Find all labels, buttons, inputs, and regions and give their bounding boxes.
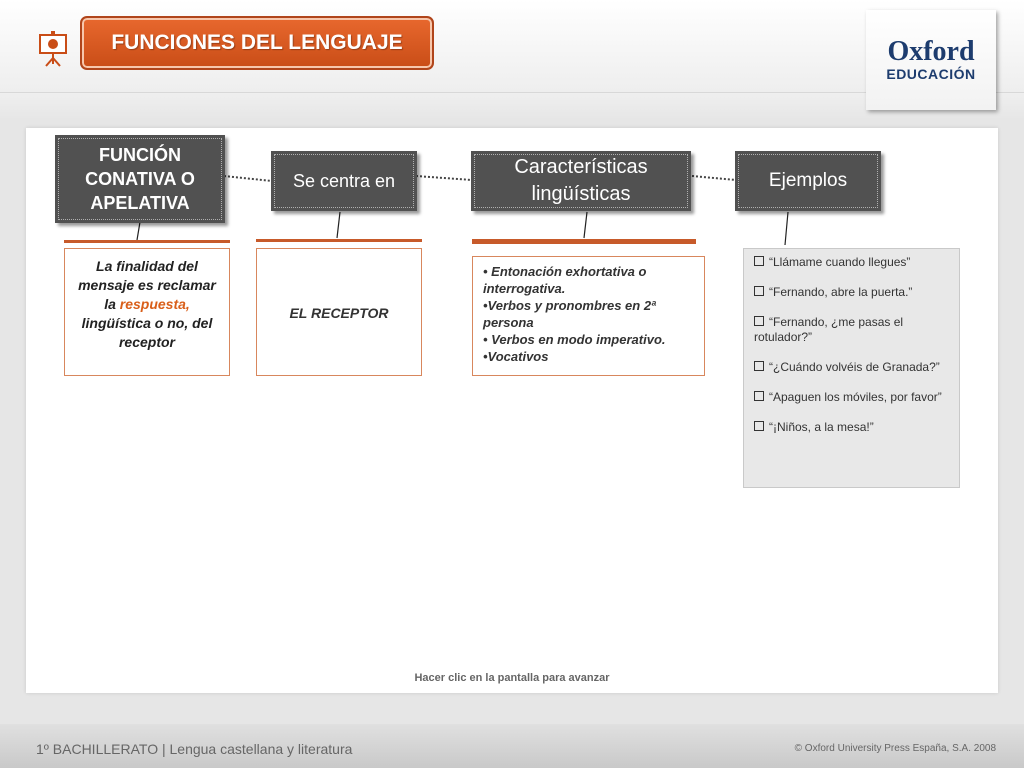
checkbox-icon [754,316,764,326]
definition-part2: lingüística o no, del receptor [81,315,213,350]
footer-course: 1º BACHILLERATO | Lengua castellana y literatura [36,741,353,757]
checkbox-icon [754,286,764,296]
projector-icon [38,30,68,68]
example-text: “Fernando, abre la puerta.” [769,285,913,299]
feature-item: • Verbos en modo imperativo. [483,332,666,347]
example-item [754,420,951,435]
example-text: “¡Niños, a la mesa!” [769,420,874,434]
divider-bar [64,240,230,243]
logo-educacion-text: EDUCACIÓN [886,66,976,82]
feature-item: •Verbos y pronombres en 2ª persona [483,298,656,330]
example-item [754,360,951,375]
divider-bar [256,239,422,242]
node-caracteristicas-label: Características lingüísticas [514,156,648,205]
example-text: “Llámame cuando llegues” [769,255,911,269]
example-item [754,285,951,300]
node-caracteristicas [471,151,691,211]
advance-hint: Hacer clic en la pantalla para avanzar [414,672,610,684]
example-item [754,390,951,405]
checkbox-icon [754,361,764,371]
page-title [80,16,434,70]
definition-text [75,257,219,352]
definition-highlight: respuesta, [119,296,190,312]
feature-item: •Vocativos [483,349,549,364]
example-text: “Fernando, ¿me pasas el rotulador?” [754,315,904,344]
examples-box [743,248,960,488]
example-text: “¿Cuándo volvéis de Granada?” [769,360,940,374]
oxford-logo [866,10,996,110]
features-box [472,256,705,376]
node-funcion-conativa [55,135,225,223]
focus-text: EL RECEPTOR [289,305,389,321]
footer-copyright: © Oxford University Press España, S.A. 2008 [794,743,996,754]
definition-part1: La finalidad del mensaje es reclamar la [78,258,216,312]
node-ejemplos-label: Ejemplos [768,170,848,191]
node-ejemplos [735,151,881,211]
node-funcion-conativa-label: FUNCIÓN CONATIVA O APELATIVA [85,145,195,213]
example-item [754,315,951,345]
page-title-text: FUNCIONES DEL LENGUAJE [111,31,403,54]
example-item [754,255,951,270]
checkbox-icon [754,421,764,431]
example-text: “Apaguen los móviles, por favor” [769,390,942,404]
node-se-centra-en [271,151,417,211]
focus-box [256,248,422,376]
node-se-centra-en-label: Se centra en [292,170,396,191]
definition-box [64,248,230,376]
checkbox-icon [754,391,764,401]
logo-oxford-text: Oxford [887,36,975,67]
checkbox-icon [754,256,764,266]
divider-bar [472,239,696,244]
feature-item: • Entonación exhortativa o interrogativa. [483,264,647,296]
